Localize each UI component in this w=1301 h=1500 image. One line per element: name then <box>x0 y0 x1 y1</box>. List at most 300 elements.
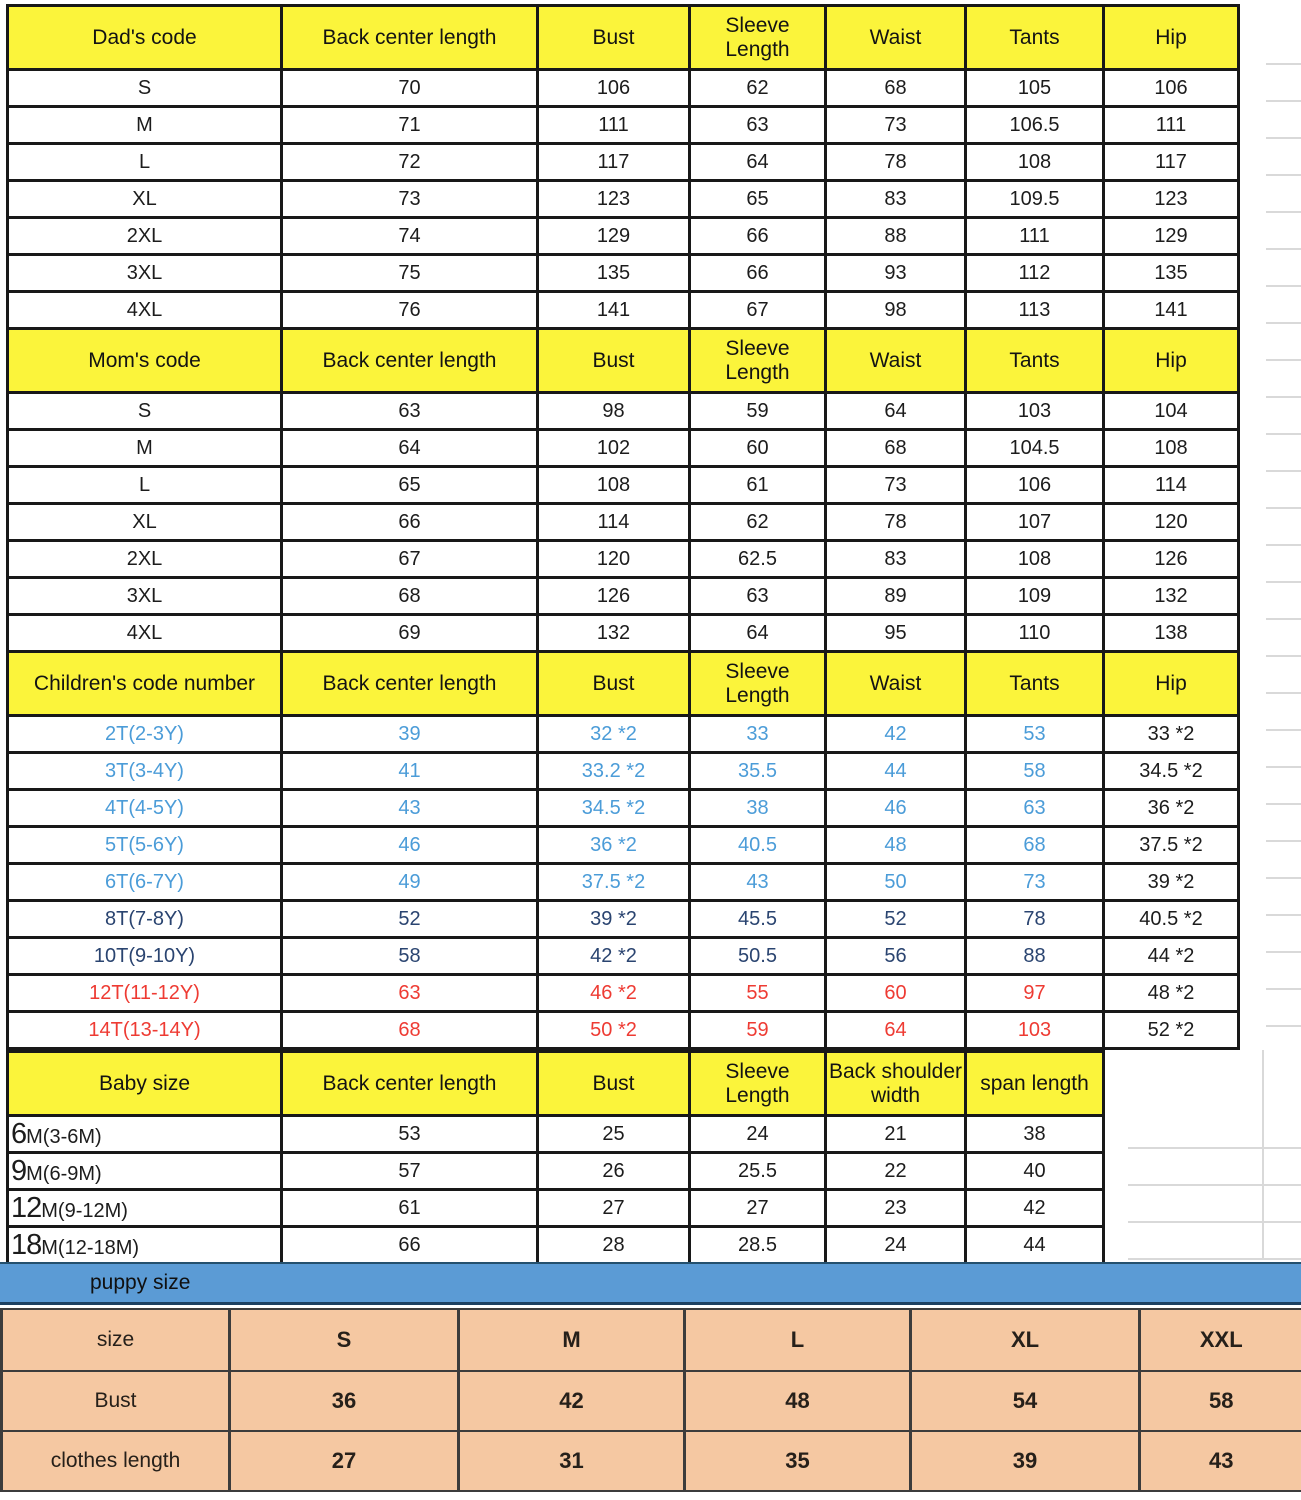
size-cell: 8T(7-8Y) <box>8 901 282 938</box>
header-row <box>8 1052 1104 1116</box>
table-row <box>8 467 1239 504</box>
size-cell: 14T(13-14Y) <box>8 1012 282 1049</box>
value-cell: 104.5 <box>966 430 1104 467</box>
header-cell: Tants <box>966 652 1104 716</box>
value-cell: 52 <box>282 901 538 938</box>
value-cell: 36 *2 <box>538 827 690 864</box>
value-cell: 75 <box>282 255 538 292</box>
gridline <box>1266 729 1301 731</box>
table-row <box>8 393 1239 430</box>
size-cell <box>8 1227 282 1264</box>
table-row <box>8 1190 1104 1227</box>
value-cell: 111 <box>538 107 690 144</box>
value-cell: 64 <box>690 144 826 181</box>
value-cell: 117 <box>538 144 690 181</box>
value-cell: 62 <box>690 70 826 107</box>
value-cell: 68 <box>282 1012 538 1049</box>
gridline <box>1266 1025 1301 1027</box>
size-cell: 3XL <box>8 255 282 292</box>
gridline <box>1266 396 1301 398</box>
table-row <box>8 753 1239 790</box>
table-row <box>8 827 1239 864</box>
gridline <box>1266 322 1301 324</box>
table-row <box>8 292 1239 329</box>
value-cell: 58 <box>966 753 1104 790</box>
gridline <box>1266 951 1301 953</box>
value-cell: 97 <box>966 975 1104 1012</box>
header-cell: XXL <box>1140 1309 1301 1371</box>
value-cell: 132 <box>538 615 690 652</box>
header-cell: S <box>230 1309 459 1371</box>
table-row <box>8 864 1239 901</box>
header-row <box>8 6 1239 70</box>
value-cell: 66 <box>690 255 826 292</box>
size-cell: 2T(2-3Y) <box>8 716 282 753</box>
tables-stack <box>6 4 1240 1265</box>
table-row <box>2 1371 1301 1431</box>
size-cell: L <box>8 144 282 181</box>
header-cell: Tants <box>966 329 1104 393</box>
gridline <box>1266 988 1301 990</box>
value-cell: 120 <box>538 541 690 578</box>
gridline <box>1266 100 1301 102</box>
gridline <box>1266 581 1301 583</box>
value-cell: 117 <box>1104 144 1239 181</box>
value-cell: 36 *2 <box>1104 790 1239 827</box>
value-cell: 78 <box>966 901 1104 938</box>
value-cell: 108 <box>1104 430 1239 467</box>
size-cell: S <box>8 70 282 107</box>
value-cell: 50 <box>826 864 966 901</box>
value-cell: 35.5 <box>690 753 826 790</box>
value-cell: 37.5 *2 <box>1104 827 1239 864</box>
table-row <box>8 578 1239 615</box>
header-cell: Back center length <box>282 1052 538 1116</box>
table-row <box>8 430 1239 467</box>
header-cell: Children's code number <box>8 652 282 716</box>
gridline <box>1266 248 1301 250</box>
value-cell: 60 <box>690 430 826 467</box>
value-cell: 28.5 <box>690 1227 826 1264</box>
table-row <box>8 975 1239 1012</box>
value-cell: 126 <box>538 578 690 615</box>
gridline <box>1266 618 1301 620</box>
value-cell: 113 <box>966 292 1104 329</box>
value-cell: 114 <box>538 504 690 541</box>
header-cell: Hip <box>1104 6 1239 70</box>
value-cell: 42 <box>459 1371 685 1431</box>
value-cell: 25 <box>538 1116 690 1153</box>
header-cell: Waist <box>826 329 966 393</box>
header-row <box>8 329 1239 393</box>
value-cell: 58 <box>1140 1371 1301 1431</box>
value-cell: 88 <box>826 218 966 255</box>
value-cell: 36 <box>230 1371 459 1431</box>
value-cell: 44 <box>826 753 966 790</box>
gridline <box>1128 1147 1301 1149</box>
value-cell: 66 <box>282 1227 538 1264</box>
gridline <box>1266 211 1301 213</box>
size-cell: 4XL <box>8 615 282 652</box>
size-cell: S <box>8 393 282 430</box>
value-cell: 141 <box>538 292 690 329</box>
value-cell: 63 <box>690 578 826 615</box>
size-cell: M <box>8 430 282 467</box>
value-cell: 65 <box>282 467 538 504</box>
value-cell: 41 <box>282 753 538 790</box>
value-cell: 70 <box>282 70 538 107</box>
value-cell: 46 *2 <box>538 975 690 1012</box>
baby-size-rest: M(6-9M) <box>26 1162 102 1185</box>
value-cell: 76 <box>282 292 538 329</box>
size-cell <box>8 1153 282 1190</box>
value-cell: 108 <box>966 144 1104 181</box>
value-cell: 23 <box>826 1190 966 1227</box>
table-row <box>8 901 1239 938</box>
value-cell: 38 <box>690 790 826 827</box>
table-row <box>8 107 1239 144</box>
value-cell: 63 <box>282 975 538 1012</box>
value-cell: 37.5 *2 <box>538 864 690 901</box>
table-row <box>8 1227 1104 1264</box>
table-row <box>8 541 1239 578</box>
puppy-size-band-label: puppy size <box>90 1271 191 1294</box>
value-cell: 49 <box>282 864 538 901</box>
header-cell: Dad's code <box>8 6 282 70</box>
header-cell: M <box>459 1309 685 1371</box>
header-cell: size <box>2 1309 230 1371</box>
value-cell: 52 *2 <box>1104 1012 1239 1049</box>
value-cell: 33 <box>690 716 826 753</box>
value-cell: 32 *2 <box>538 716 690 753</box>
size-cell: 4T(4-5Y) <box>8 790 282 827</box>
value-cell: 46 <box>282 827 538 864</box>
table-row <box>8 1116 1104 1153</box>
table-row <box>2 1431 1301 1491</box>
value-cell: 40.5 *2 <box>1104 901 1239 938</box>
value-cell: 48 <box>826 827 966 864</box>
value-cell: 62 <box>690 504 826 541</box>
header-cell: Bust <box>538 6 690 70</box>
size-cell: Bust <box>2 1371 230 1431</box>
value-cell: 55 <box>690 975 826 1012</box>
gridline <box>1266 137 1301 139</box>
baby-size-prefix: 12 <box>11 1191 42 1224</box>
value-cell: 106 <box>966 467 1104 504</box>
value-cell: 54 <box>911 1371 1140 1431</box>
header-cell: Bust <box>538 652 690 716</box>
gridline <box>1262 1050 1264 1260</box>
size-cell: 2XL <box>8 218 282 255</box>
value-cell: 26 <box>538 1153 690 1190</box>
value-cell: 39 *2 <box>1104 864 1239 901</box>
size-cell: 12T(11-12Y) <box>8 975 282 1012</box>
gridline <box>1128 1184 1301 1186</box>
table-row <box>8 1012 1239 1049</box>
value-cell: 53 <box>282 1116 538 1153</box>
value-cell: 58 <box>282 938 538 975</box>
value-cell: 71 <box>282 107 538 144</box>
value-cell: 104 <box>1104 393 1239 430</box>
value-cell: 111 <box>1104 107 1239 144</box>
baby-size-prefix: 9 <box>11 1154 27 1187</box>
gridline <box>1266 174 1301 176</box>
value-cell: 98 <box>538 393 690 430</box>
value-cell: 72 <box>282 144 538 181</box>
value-cell: 109.5 <box>966 181 1104 218</box>
gridline <box>1266 692 1301 694</box>
size-cell: 3T(3-4Y) <box>8 753 282 790</box>
value-cell: 110 <box>966 615 1104 652</box>
value-cell: 123 <box>1104 181 1239 218</box>
value-cell: 129 <box>1104 218 1239 255</box>
value-cell: 123 <box>538 181 690 218</box>
value-cell: 33 *2 <box>1104 716 1239 753</box>
value-cell: 103 <box>966 393 1104 430</box>
value-cell: 33.2 *2 <box>538 753 690 790</box>
header-cell: Bust <box>538 1052 690 1116</box>
gridline <box>1266 63 1301 65</box>
value-cell: 24 <box>690 1116 826 1153</box>
size-cell <box>8 1116 282 1153</box>
value-cell: 106 <box>1104 70 1239 107</box>
value-cell: 138 <box>1104 615 1239 652</box>
value-cell: 69 <box>282 615 538 652</box>
gridline <box>1128 1221 1301 1223</box>
value-cell: 56 <box>826 938 966 975</box>
gridline <box>1266 655 1301 657</box>
value-cell: 42 <box>826 716 966 753</box>
value-cell: 114 <box>1104 467 1239 504</box>
size-cell <box>8 1190 282 1227</box>
baby-size-table <box>6 1050 1105 1265</box>
header-cell: Back center length <box>282 6 538 70</box>
value-cell: 68 <box>966 827 1104 864</box>
value-cell: 132 <box>1104 578 1239 615</box>
table-row <box>8 938 1239 975</box>
value-cell: 27 <box>690 1190 826 1227</box>
gridline <box>1266 285 1301 287</box>
baby-size-rest: M(12-18M) <box>41 1236 140 1259</box>
header-cell: Mom's code <box>8 329 282 393</box>
table-row <box>8 790 1239 827</box>
header-cell: Waist <box>826 652 966 716</box>
value-cell: 48 <box>685 1371 911 1431</box>
value-cell: 65 <box>690 181 826 218</box>
table-row <box>8 218 1239 255</box>
size-cell: 3XL <box>8 578 282 615</box>
value-cell: 42 <box>966 1190 1104 1227</box>
value-cell: 25.5 <box>690 1153 826 1190</box>
table-row <box>8 504 1239 541</box>
value-cell: 63 <box>282 393 538 430</box>
gridline <box>1266 470 1301 472</box>
value-cell: 68 <box>826 70 966 107</box>
value-cell: 73 <box>966 864 1104 901</box>
puppy-size-band <box>0 1262 1301 1305</box>
table-row <box>8 1153 1104 1190</box>
value-cell: 64 <box>826 393 966 430</box>
value-cell: 66 <box>690 218 826 255</box>
value-cell: 67 <box>282 541 538 578</box>
value-cell: 129 <box>538 218 690 255</box>
header-row <box>2 1309 1301 1371</box>
table-row <box>8 70 1239 107</box>
value-cell: 89 <box>826 578 966 615</box>
header-cell: XL <box>911 1309 1140 1371</box>
puppy-size-table-body <box>2 1309 1301 1491</box>
value-cell: 63 <box>966 790 1104 827</box>
value-cell: 66 <box>282 504 538 541</box>
value-cell: 102 <box>538 430 690 467</box>
family-size-table <box>6 4 1240 1050</box>
gridline <box>1266 877 1301 879</box>
value-cell: 50.5 <box>690 938 826 975</box>
size-cell: XL <box>8 181 282 218</box>
value-cell: 40.5 <box>690 827 826 864</box>
value-cell: 61 <box>690 467 826 504</box>
value-cell: 120 <box>1104 504 1239 541</box>
value-cell: 24 <box>826 1227 966 1264</box>
value-cell: 73 <box>282 181 538 218</box>
value-cell: 43 <box>282 790 538 827</box>
baby-size-table-body <box>8 1052 1104 1264</box>
gridline <box>1266 840 1301 842</box>
size-cell: 2XL <box>8 541 282 578</box>
value-cell: 38 <box>966 1116 1104 1153</box>
value-cell: 39 *2 <box>538 901 690 938</box>
value-cell: 28 <box>538 1227 690 1264</box>
value-cell: 93 <box>826 255 966 292</box>
value-cell: 61 <box>282 1190 538 1227</box>
header-cell: Sleeve Length <box>690 6 826 70</box>
header-cell: span length <box>966 1052 1104 1116</box>
value-cell: 98 <box>826 292 966 329</box>
value-cell: 141 <box>1104 292 1239 329</box>
family-size-table-body <box>8 6 1239 1049</box>
value-cell: 45.5 <box>690 901 826 938</box>
size-cell: 4XL <box>8 292 282 329</box>
value-cell: 40 <box>966 1153 1104 1190</box>
value-cell: 126 <box>1104 541 1239 578</box>
value-cell: 35 <box>685 1431 911 1491</box>
value-cell: 105 <box>966 70 1104 107</box>
value-cell: 39 <box>911 1431 1140 1491</box>
table-row <box>8 716 1239 753</box>
value-cell: 67 <box>690 292 826 329</box>
value-cell: 34.5 *2 <box>1104 753 1239 790</box>
value-cell: 68 <box>282 578 538 615</box>
size-cell: XL <box>8 504 282 541</box>
value-cell: 108 <box>966 541 1104 578</box>
size-cell: M <box>8 107 282 144</box>
header-cell: Back shoulder width <box>826 1052 966 1116</box>
value-cell: 83 <box>826 181 966 218</box>
value-cell: 43 <box>690 864 826 901</box>
header-cell: Sleeve Length <box>690 1052 826 1116</box>
value-cell: 74 <box>282 218 538 255</box>
value-cell: 64 <box>282 430 538 467</box>
baby-size-prefix: 6 <box>11 1117 27 1150</box>
gridline <box>1266 766 1301 768</box>
value-cell: 135 <box>1104 255 1239 292</box>
value-cell: 106 <box>538 70 690 107</box>
value-cell: 27 <box>230 1431 459 1491</box>
gridline <box>1266 507 1301 509</box>
value-cell: 52 <box>826 901 966 938</box>
value-cell: 95 <box>826 615 966 652</box>
baby-size-prefix: 18 <box>11 1228 42 1261</box>
value-cell: 42 *2 <box>538 938 690 975</box>
value-cell: 53 <box>966 716 1104 753</box>
value-cell: 112 <box>966 255 1104 292</box>
baby-size-rest: M(3-6M) <box>26 1125 102 1148</box>
value-cell: 34.5 *2 <box>538 790 690 827</box>
value-cell: 44 <box>966 1227 1104 1264</box>
size-cell: 10T(9-10Y) <box>8 938 282 975</box>
size-cell: clothes length <box>2 1431 230 1491</box>
value-cell: 59 <box>690 1012 826 1049</box>
value-cell: 83 <box>826 541 966 578</box>
value-cell: 60 <box>826 975 966 1012</box>
header-cell: Sleeve Length <box>690 329 826 393</box>
value-cell: 27 <box>538 1190 690 1227</box>
gridline <box>1266 544 1301 546</box>
size-cell: 6T(6-7Y) <box>8 864 282 901</box>
size-cell: 5T(5-6Y) <box>8 827 282 864</box>
header-cell: Tants <box>966 6 1104 70</box>
value-cell: 43 <box>1140 1431 1301 1491</box>
value-cell: 107 <box>966 504 1104 541</box>
value-cell: 109 <box>966 578 1104 615</box>
gridline <box>1266 433 1301 435</box>
table-row <box>8 615 1239 652</box>
value-cell: 108 <box>538 467 690 504</box>
value-cell: 78 <box>826 504 966 541</box>
gridline <box>1266 803 1301 805</box>
header-cell: Waist <box>826 6 966 70</box>
value-cell: 135 <box>538 255 690 292</box>
baby-size-rest: M(9-12M) <box>41 1199 128 1222</box>
value-cell: 63 <box>690 107 826 144</box>
header-cell: Hip <box>1104 652 1239 716</box>
value-cell: 73 <box>826 467 966 504</box>
value-cell: 64 <box>690 615 826 652</box>
value-cell: 57 <box>282 1153 538 1190</box>
value-cell: 88 <box>966 938 1104 975</box>
value-cell: 59 <box>690 393 826 430</box>
value-cell: 106.5 <box>966 107 1104 144</box>
table-row <box>8 255 1239 292</box>
header-cell: Bust <box>538 329 690 393</box>
value-cell: 64 <box>826 1012 966 1049</box>
value-cell: 44 *2 <box>1104 938 1239 975</box>
value-cell: 39 <box>282 716 538 753</box>
value-cell: 111 <box>966 218 1104 255</box>
table-row <box>8 144 1239 181</box>
value-cell: 62.5 <box>690 541 826 578</box>
value-cell: 78 <box>826 144 966 181</box>
value-cell: 50 *2 <box>538 1012 690 1049</box>
value-cell: 103 <box>966 1012 1104 1049</box>
size-cell: L <box>8 467 282 504</box>
value-cell: 48 *2 <box>1104 975 1239 1012</box>
header-cell: Back center length <box>282 652 538 716</box>
header-cell: Back center length <box>282 329 538 393</box>
header-cell: Sleeve Length <box>690 652 826 716</box>
gridline <box>1266 914 1301 916</box>
value-cell: 22 <box>826 1153 966 1190</box>
